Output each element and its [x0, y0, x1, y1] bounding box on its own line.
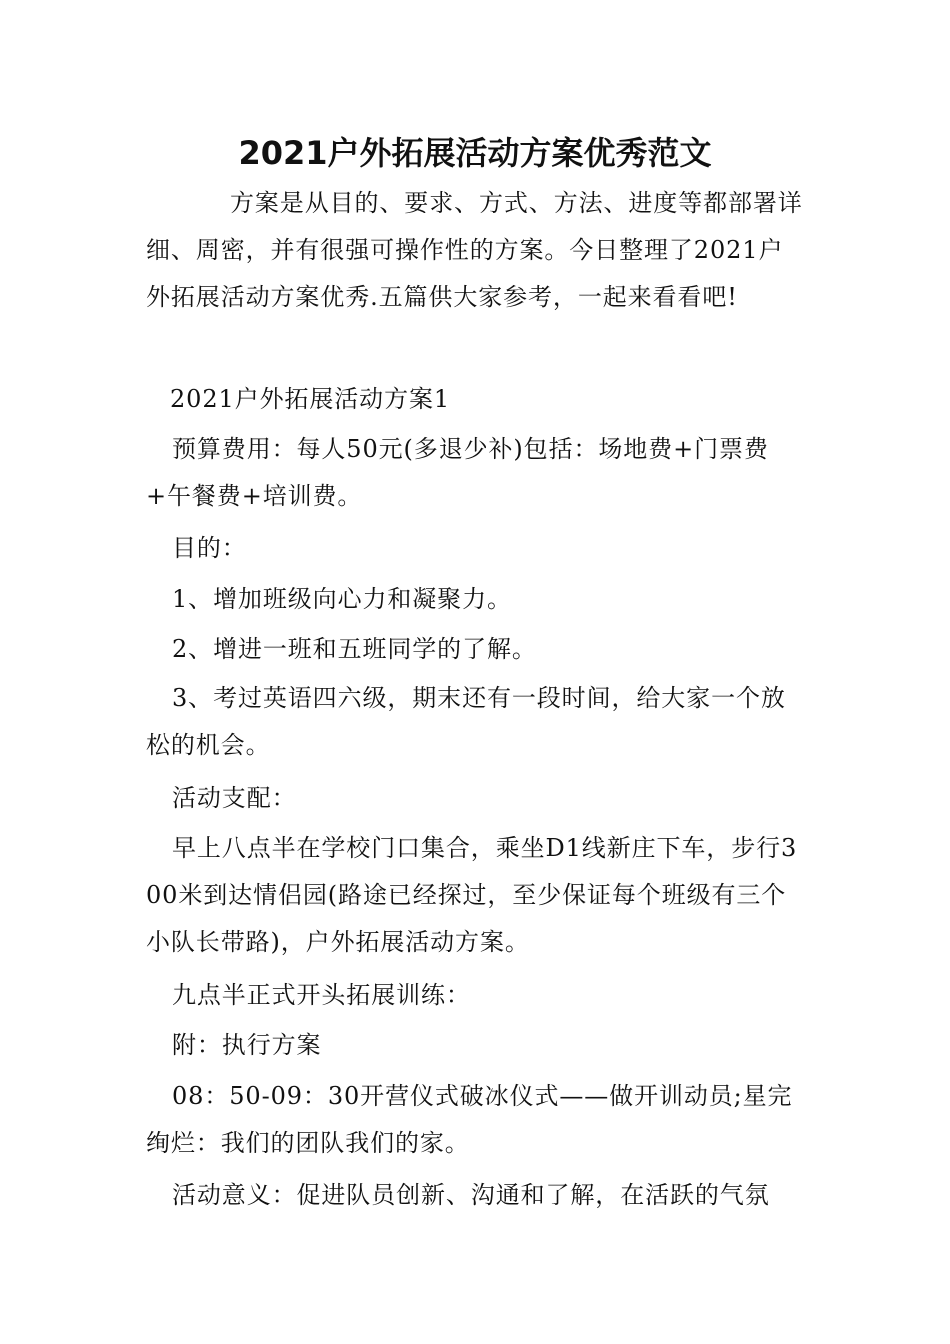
- paragraph-purpose-1: 1、增加班级向心力和凝聚力。: [172, 585, 512, 613]
- document-title: 2021户外拓展活动方案优秀范文: [238, 134, 712, 172]
- section-heading: 2021户外拓展活动方案1: [170, 385, 451, 413]
- paragraph-execution-plan: 附：执行方案: [172, 1031, 322, 1059]
- paragraph-purpose-2: 2、增进一班和五班同学的了解。: [172, 635, 537, 663]
- paragraph-morning-gathering: 早上八点半在学校门口集合，乘坐D1线新庄下车，步行300米到达情侣园(路途已经探过，至少保证每个班级有三个小队长带路)，户外拓展活动方案。: [146, 834, 798, 956]
- paragraph-schedule-opening: 08：50-09：30开营仪式破冰仪式——做开训动员;星完绚烂：我们的团队我们的家。: [146, 1082, 793, 1157]
- paragraph-activity-meaning: 活动意义：促进队员创新、沟通和了解，在活跃的气氛: [172, 1181, 770, 1209]
- paragraph-arrangement-label: 活动支配：: [172, 784, 297, 812]
- paragraph-training-start: 九点半正式开头拓展训练：: [172, 981, 471, 1009]
- intro-paragraph: 方案是从目的、要求、方式、方法、进度等都部署详细、周密，并有很强可操作性的方案。今日整理了2021户外拓展活动方案优秀.五篇供大家参考，一起来看看吧!: [146, 189, 803, 311]
- paragraph-purpose-label: 目的：: [172, 534, 247, 562]
- paragraph-budget: 预算费用：每人50元(多退少补)包括：场地费+门票费+午餐费+培训费。: [146, 435, 769, 510]
- paragraph-purpose-3: 3、考过英语四六级，期末还有一段时间，给大家一个放松的机会。: [146, 684, 786, 759]
